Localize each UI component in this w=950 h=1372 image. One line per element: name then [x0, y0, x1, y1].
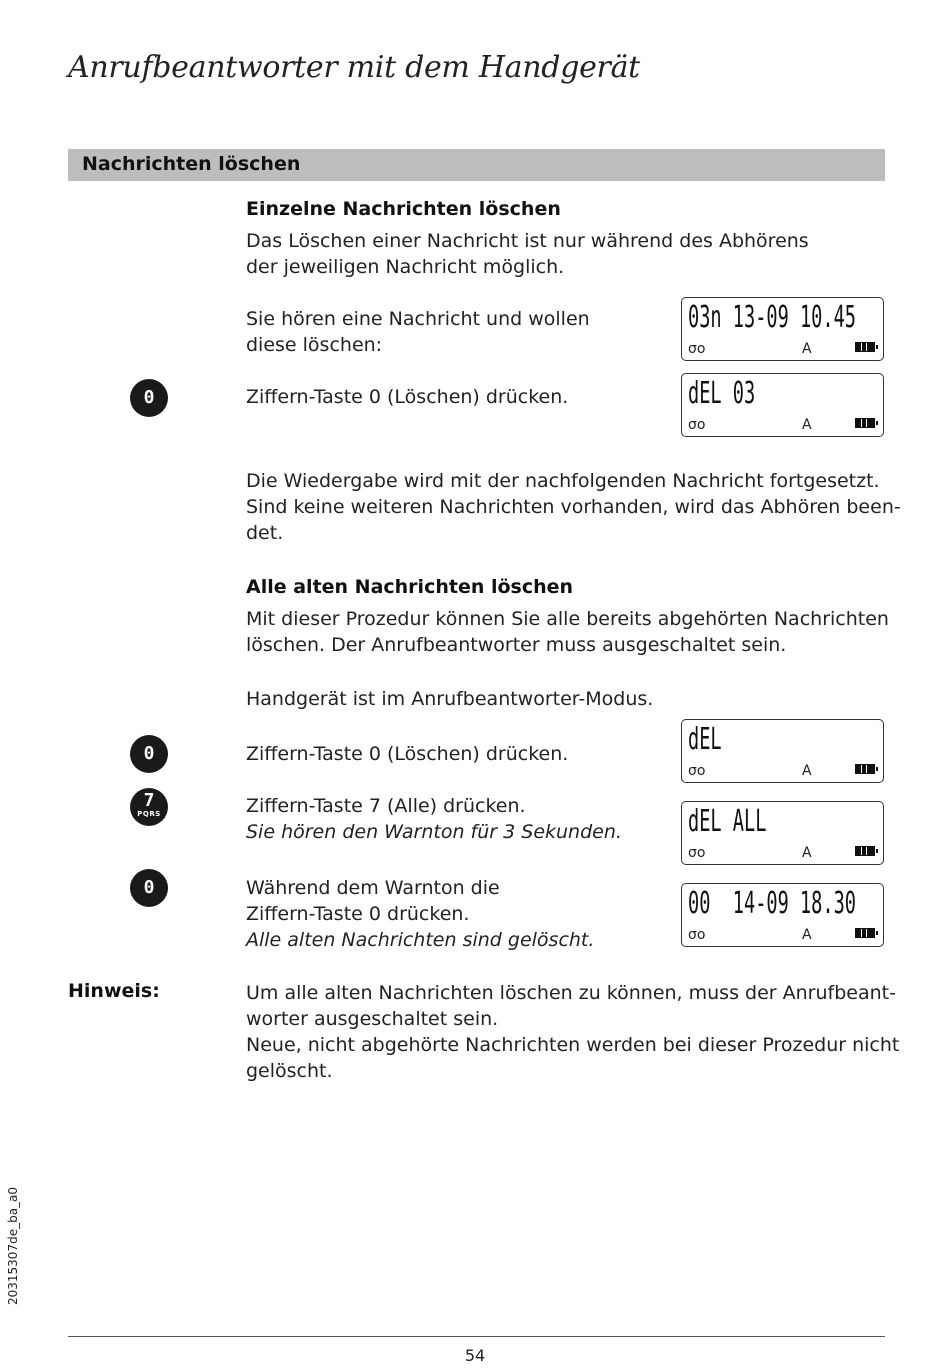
tape-icon: σo [688, 845, 706, 861]
battery-icon [855, 928, 875, 938]
lcd-display [681, 373, 884, 437]
page-number: 54 [464, 1346, 486, 1365]
paragraph-line: Mit dieser Prozedur können Sie alle bereits abgehörten Nachrichten [246, 608, 889, 630]
tape-icon: σo [688, 417, 706, 433]
step-text: Ziffern-Taste 0 drücken. [246, 903, 470, 925]
step-note: Alle alten Nachrichten sind gelöscht. [246, 929, 595, 951]
line-indicator: A [802, 417, 812, 433]
note-line: Um alle alten Nachrichten löschen zu können, muss der Anrufbeant- [246, 982, 896, 1004]
battery-icon [855, 846, 875, 856]
paragraph-line: Handgerät ist im Anrufbeantworter-Modus. [246, 688, 654, 710]
paragraph-line: diese löschen: [246, 334, 383, 356]
battery-icon [855, 342, 875, 352]
lcd-text: dEL ALL [688, 804, 767, 839]
tape-icon: σo [688, 927, 706, 943]
battery-icon [855, 418, 875, 428]
key-0-icon: 0 [130, 735, 168, 773]
subheading-single: Einzelne Nachrichten löschen [246, 198, 561, 220]
footer-divider [68, 1336, 885, 1337]
lcd-display [681, 297, 884, 361]
lcd-display [681, 801, 884, 865]
key-0-icon: 0 [130, 379, 168, 417]
line-indicator: A [802, 927, 812, 943]
lcd-text: 03n 13-09 10.45 [688, 300, 856, 335]
paragraph-line: Die Wiedergabe wird mit der nachfolgenden Nachricht fortgesetzt. [246, 470, 880, 492]
paragraph-line: det. [246, 522, 284, 544]
note-line: Neue, nicht abgehörte Nachrichten werden bei dieser Prozedur nicht [246, 1034, 900, 1056]
line-indicator: A [802, 341, 812, 357]
lcd-text: 00 14-09 18.30 [688, 886, 856, 921]
paragraph-line: löschen. Der Anrufbeantworter muss ausgeschaltet sein. [246, 634, 787, 656]
lcd-text: dEL [688, 722, 722, 757]
paragraph-line: Das Löschen einer Nachricht ist nur während des Abhörens [246, 230, 809, 252]
tape-icon: σo [688, 341, 706, 357]
paragraph-line: Sind keine weiteren Nachrichten vorhanden, wird das Abhören been- [246, 496, 901, 518]
step-note: Sie hören den Warnton für 3 Sekunden. [246, 821, 622, 843]
step-text: Ziffern-Taste 7 (Alle) drücken. [246, 795, 526, 817]
battery-icon [855, 764, 875, 774]
document-code: 20315307de_ba_a0 [6, 1186, 20, 1305]
step-text: Ziffern-Taste 0 (Löschen) drücken. [246, 743, 569, 765]
line-indicator: A [802, 763, 812, 779]
step-text: Ziffern-Taste 0 (Löschen) drücken. [246, 386, 569, 408]
paragraph-line: Sie hören eine Nachricht und wollen [246, 308, 590, 330]
section-title: Nachrichten löschen [82, 153, 301, 175]
step-text: Während dem Warnton die [246, 877, 500, 899]
note-line: gelöscht. [246, 1060, 333, 1082]
lcd-text: dEL 03 [688, 376, 756, 411]
lcd-display [681, 719, 884, 783]
note-label: Hinweis: [68, 980, 160, 1002]
subheading-all: Alle alten Nachrichten löschen [246, 576, 574, 598]
page-title: Anrufbeantworter mit dem Handgerät [68, 50, 640, 85]
note-line: worter ausgeschaltet sein. [246, 1008, 499, 1030]
key-0-icon: 0 [130, 869, 168, 907]
paragraph-line: der jeweiligen Nachricht möglich. [246, 256, 565, 278]
key-7-icon: 7 PQRS [130, 788, 168, 826]
tape-icon: σo [688, 763, 706, 779]
line-indicator: A [802, 845, 812, 861]
lcd-display [681, 883, 884, 947]
